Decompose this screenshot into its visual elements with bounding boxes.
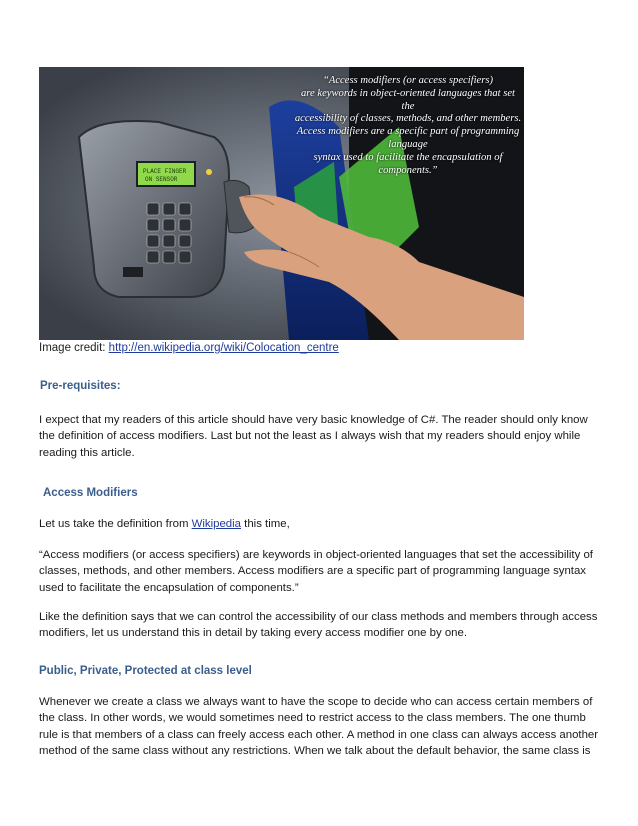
class-level-paragraph: Whenever we create a class we always want to have the scope to decide who can access certain members of the class. In other words, we would sometimes need to restrict access to the class members. The one thumb rule is that members of a class can freely access each other. A method in one class can always access another method of the same class without any restrictions. When we talk about the default behavior, the same class is [39, 696, 599, 758]
definition-suffix: this time, [241, 518, 290, 530]
caption-prefix: Image credit: [39, 342, 109, 354]
prereq-paragraph: I expect that my readers of this article should have very basic knowledge of C#. The reader should only know the definition of access modifiers. Last but not the least as I always wish that my readers should enjoy while reading this article. [39, 414, 588, 459]
class-level-heading: Public, Private, Protected at class level [39, 665, 252, 677]
caption-link[interactable]: http://en.wikipedia.org/wiki/Colocation_centre [108, 342, 339, 354]
hero-image [39, 67, 524, 340]
definition-quote-paragraph: “Access modifiers (or access specifiers) are keywords in object-oriented languages that set the accessibility of classes, methods, and other members. Access modifiers are a specific part of programming language syntax used to facilitate the encapsulation of components.” [39, 549, 593, 594]
image-caption [39, 341, 339, 355]
access-modifiers-heading: Access Modifiers [43, 487, 138, 499]
svg-text:PLACE FINGER: PLACE FINGER [143, 168, 187, 175]
hero-quote-overlay: “Access modifiers (or access specifiers) are keywords in object-oriented languages that set the accessibility of classes, methods, and other members. Access modifiers are a specific part of programming language syntax used to facilitate the encapsulation of components.” [294, 75, 522, 176]
definition-prefix: Let us take the definition from [39, 518, 192, 530]
prereq-heading: Pre-requisites: [40, 380, 121, 392]
svg-text:ON SENSOR: ON SENSOR [145, 176, 178, 183]
like-definition-paragraph: Like the definition says that we can control the accessibility of our class methods and members through access modifiers, let us understand this in detail by taking every access modifier one by one. [39, 611, 598, 640]
wikipedia-link[interactable]: Wikipedia [191, 518, 241, 530]
definition-paragraph [39, 516, 604, 532]
